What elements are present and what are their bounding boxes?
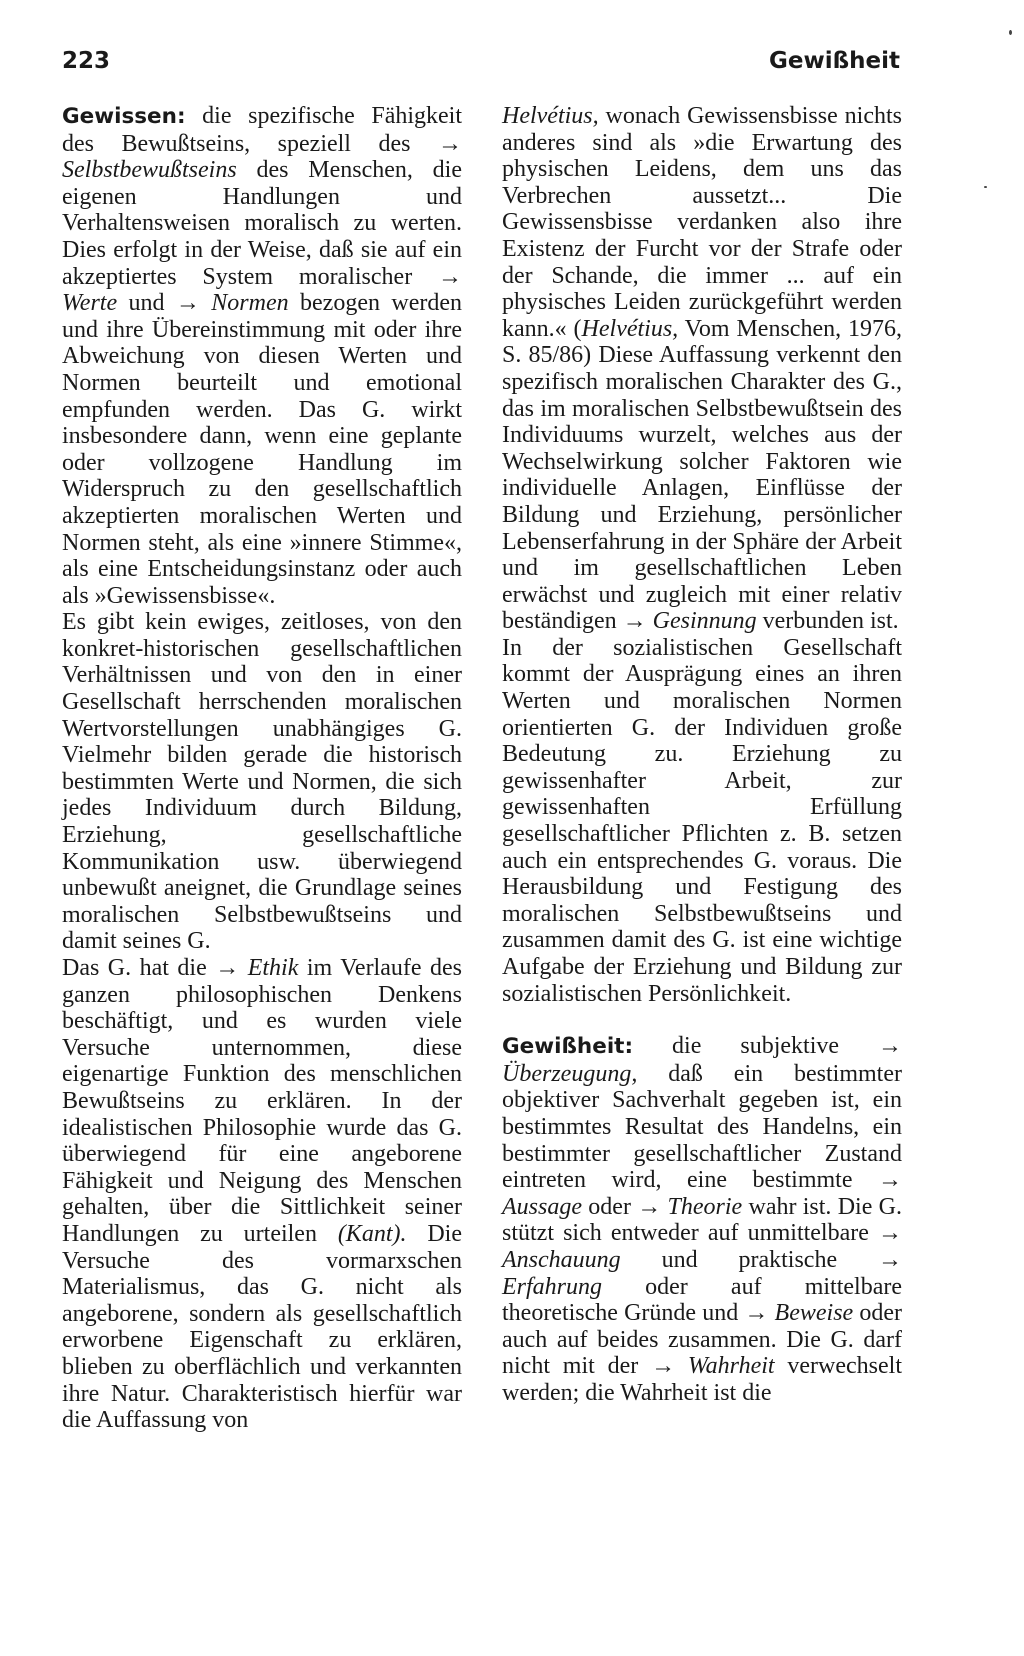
text-segment: die spezifische Fähigkeit des Bewußtseins, speziell des — [62, 103, 462, 157]
text-segment: und praktische — [620, 1246, 878, 1273]
text-segment: wonach Gewissensbisse nichts anderes sind als »die Erwartung des physischen Leidens, dem uns das Verbrechen aussetzt... Die Gewissensbisse verdanken also ihre Existenz der Furcht vor der Strafe oder der Schande, die immer ... auf ein physisches Leiden zurückgeführt werden kann.« ( — [502, 103, 902, 342]
text-segment: Die Versuche des vormarxschen Materialismus, das G. nicht als angeborene, sondern als gesellschaftlich erworbene Eigenschaft zu erklären, blieben zu oberflächlich und verkannten ihre Natur. Charakteristisch hierfür war die Auffassung von — [62, 1220, 462, 1434]
cross-ref-normen[interactable]: Normen — [211, 290, 289, 317]
cross-ref-theorie[interactable]: Theorie — [667, 1193, 743, 1220]
entry-gewissen-paragraph-3 — [62, 955, 462, 1434]
cross-ref-selbstbewusstseins[interactable]: Selbstbewußtseins — [62, 157, 237, 184]
entry-gewissen-paragraph-4 — [502, 103, 902, 635]
entry-gewissen-paragraph-5: In der sozialistischen Gesellschaft kommt der Ausprägung eines an ihren Werten und moralischen Normen orientierten G. der Individuen große Bedeutung zu. Erziehung zu gewissenhafter Arbeit, zur gewissenhaften Erfüllung gesellschaftlicher Pflichten z. B. setzen auch ein entsprechendes G. voraus. Die Herausbildung und Festigung des moralischen Selbstbewußtseins und zusammen damit des G. ist eine wichtige Aufgabe der Erziehung und Bildung zur sozialistischen Persönlichkeit. — [502, 634, 902, 1007]
cross-ref-anschauung[interactable]: Anschauung — [502, 1246, 621, 1273]
cross-ref-arrow-icon: → — [878, 1167, 902, 1194]
text-segment: die subjektive — [633, 1033, 878, 1060]
text-segment: wahr ist. Die G. stützt sich entweder auf unmittelbare — [502, 1193, 903, 1247]
text-segment: des Menschen, die eigenen Handlungen und Verhaltensweisen moralisch zu werten. Dies erfolgt in der Weise, daß sie auf ein akzeptiertes System moralischer — [62, 157, 462, 290]
scan-speck — [1009, 30, 1012, 35]
text-segment: oder auf mittelbare theoretische Gründe und — [502, 1273, 902, 1327]
page-number: 223 — [62, 48, 111, 74]
cross-ref-arrow-icon: → — [651, 1353, 688, 1380]
entry-gewissen-paragraph-2: Es gibt kein ewiges, zeitloses, von den konkret-historischen gesellschaftlichen Verhältnissen und von den in einer Gesellschaft herrschenden moralischen Wertvorstellungen unabhängiges G. Vielmehr bilden gerade die historisch bestimmten Werte und Normen, die sich jedes Individuum durch Bildung, Erziehung, gesellschaftliche Kommunikation usw. überwiegend unbewußt aneignet, die Grundlage seines moralischen Selbstbewußtseins und damit seines G. — [62, 609, 462, 955]
cross-ref-aussage[interactable]: Aussage — [502, 1193, 582, 1220]
text-segment: verbunden ist. — [756, 608, 899, 635]
cross-ref-arrow-icon: → — [637, 1193, 668, 1220]
cross-ref-arrow-icon: → — [622, 608, 653, 635]
entry-gewissen-paragraph-1 — [62, 103, 462, 609]
cross-ref-beweise[interactable]: Beweise — [774, 1300, 854, 1327]
text-segment: Das G. hat die — [62, 955, 216, 981]
cross-ref-arrow-icon: → — [878, 1220, 902, 1247]
cross-ref-ethik[interactable]: Ethik — [247, 955, 299, 981]
text-segment: verwechselt werden; die Wahrheit ist die — [502, 1353, 902, 1406]
author-ref-helvetius: Helvétius, — [581, 315, 679, 342]
cross-ref-arrow-icon: → — [175, 290, 212, 317]
text-segment: bezogen werden und ihre Übereinstimmung mit oder ihre Abweichung von diesen Werten und Normen beurteilt und emotional empfunden werden. Das G. wirkt insbesondere dann, wenn eine geplante oder vollzogene Handlung im Widerspruch zu den gesellschaftlich akzeptierten moralischen Werten und Normen steht, als eine »innere Stimme«, als eine Entscheidungsinstanz oder auch als »Gewissensbisse«. — [62, 290, 462, 609]
text-segment: daß ein bestimmter objektiver Sachverhalt gegeben ist, ein bestimmtes Resultat des Handelns, ein bestimmter gesellschaftlicher Zustand eintreten wird, eine bestimmte — [502, 1060, 902, 1194]
running-head: Gewißheit — [768, 48, 900, 74]
text-segment: oder — [582, 1193, 638, 1220]
text-segment: Vom Menschen, 1976, S. 85/86) Diese Auffassung verkennt den spezifisch moralischen Charakter des G., das im moralischen Selbstbewußtsein des Individuums wurzelt, welches aus der Wechselwirkung solcher Faktoren wie individuelle Anlagen, Einflüsse der Bildung und Erziehung, persönlicher Lebenserfahrung in der Sphäre der Arbeit und im gesellschaftlichen Leben erwächst und zugleich mit einer relativ beständigen — [502, 315, 902, 635]
left-column — [62, 103, 462, 1434]
cross-ref-wahrheit[interactable]: Wahrheit — [687, 1353, 775, 1380]
entry-separator — [502, 1007, 902, 1033]
scan-speck — [984, 186, 987, 188]
page-header — [62, 48, 900, 82]
cross-ref-gesinnung[interactable]: Gesinnung — [652, 608, 757, 635]
cross-ref-werte[interactable]: Werte — [62, 290, 118, 317]
cross-ref-arrow-icon: → — [878, 1246, 902, 1273]
cross-ref-ueberzeugung[interactable]: Überzeugung, — [502, 1060, 638, 1087]
cross-ref-erfahrung[interactable]: Erfahrung — [502, 1273, 603, 1300]
right-column — [502, 103, 902, 1407]
text-segment: oder auch auf beides zusammen. Die G. darf nicht mit der — [502, 1300, 902, 1380]
cross-ref-arrow-icon: → — [878, 1033, 902, 1060]
cross-ref-arrow-icon: → — [744, 1300, 775, 1327]
cross-ref-arrow-icon: → — [215, 955, 248, 981]
entry-gewissheit-paragraph-1 — [502, 1033, 902, 1406]
entry-term-gewissen: Gewissen: — [62, 104, 186, 129]
author-ref-helvetius: Helvétius, — [502, 103, 599, 129]
author-ref-kant: (Kant). — [337, 1220, 407, 1247]
text-segment: und — [117, 290, 176, 317]
cross-ref-arrow-icon: → — [438, 130, 462, 157]
text-segment: im Verlaufe des ganzen philosophischen Denkens beschäftigt, und es wurden viele Versuche unternommen, diese eigenartige Funktion des menschlichen Bewußtseins zu erklären. In der idealistischen Philosophie wurde das G. überwiegend für eine angeborene Fähigkeit und Neigung des Menschen gehalten, über die Sittlichkeit seiner Handlungen zu urteilen — [62, 955, 462, 1247]
entry-term-gewissheit: Gewißheit: — [502, 1034, 634, 1060]
cross-ref-arrow-icon: → — [438, 263, 462, 290]
